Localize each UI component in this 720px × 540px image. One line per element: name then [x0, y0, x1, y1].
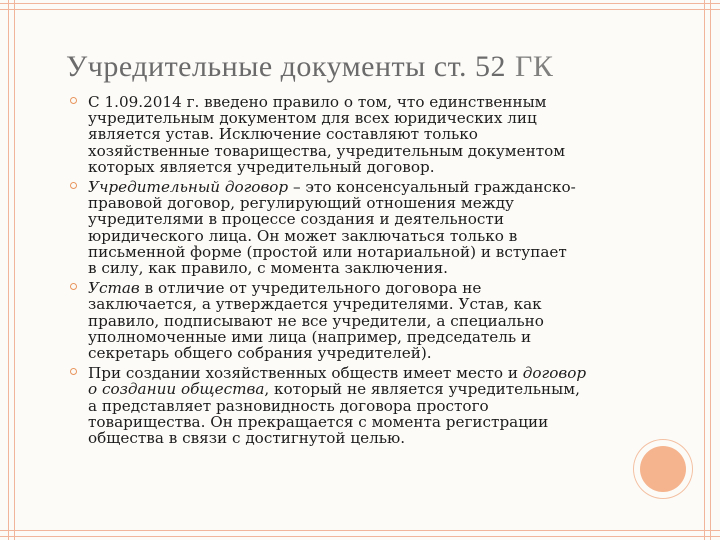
bullet-text: общества в связи с достигнутой целью. [88, 429, 406, 448]
bullet-line [88, 280, 650, 296]
bullet-marker-icon [70, 283, 77, 290]
bullet-item [70, 280, 650, 361]
bullet-text: уполномоченные ими лица (например, председатель и [88, 327, 532, 346]
bullet-text: секретарь общего собрания учредителей). [88, 344, 432, 363]
bullet-line [88, 296, 650, 312]
bullet-text: – это консенсуальный гражданско- [288, 178, 576, 197]
bullet-term: Устав [88, 279, 140, 298]
bullet-line [88, 398, 650, 414]
frame-line-left-inner [14, 0, 15, 540]
frame-line-right-inner [704, 0, 705, 540]
bullet-line [88, 260, 650, 276]
bullet-text: в силу, как правило, с момента заключения. [88, 259, 449, 278]
bullet-item [70, 179, 650, 276]
bullet-text: письменной форме (простой или нотариальной) и вступает [88, 242, 567, 261]
bullet-line [88, 126, 650, 142]
frame-line-bottom-inner [0, 530, 720, 531]
bullet-marker-icon [70, 97, 77, 104]
bullet-text: в отличие от учредительного договора не [139, 279, 482, 298]
bullet-line [88, 143, 650, 159]
bullet-line [88, 159, 650, 175]
bullet-text: хозяйственные товарищества, учредительным документом [88, 141, 566, 160]
bullet-line [88, 244, 650, 260]
bullet-text: заключается, а утверждается учредителями. Устав, как [88, 295, 542, 314]
slide-title-text: Учредительные документы ст. 52 [66, 50, 506, 83]
bullet-line [88, 94, 650, 110]
bullet-line [88, 211, 650, 227]
bullet-text: , который не является учредительным, [264, 380, 580, 399]
bullet-text: а представляет разновидность договора простого [88, 396, 489, 415]
bullet-text: правило, подписывают не все учредители, а специально [88, 311, 544, 330]
bullet-text: которых является учредительный договор. [88, 157, 435, 176]
bullet-item [70, 365, 650, 446]
bullet-line [88, 195, 650, 211]
slide [22, 10, 698, 530]
bullet-item [70, 94, 650, 175]
bullet-term: Учредительный договор [88, 178, 289, 197]
bullet-term: договор [522, 364, 587, 383]
bullet-line [88, 381, 650, 397]
bullet-marker-icon [70, 182, 77, 189]
bullet-line [88, 329, 650, 345]
slide-title [66, 50, 554, 84]
bullet-term: о создании общества [88, 380, 265, 399]
bullet-line [88, 110, 650, 126]
bullet-line [88, 414, 650, 430]
bullet-line [88, 179, 650, 195]
bullet-text: При создании хозяйственных обществ имеет место и [88, 364, 523, 383]
bullet-line [88, 313, 650, 329]
slide-title-overlap: ГК [514, 50, 554, 83]
decorative-circle [640, 446, 686, 492]
bullet-text: С 1.09.2014 г. введено правило о том, что единственным [88, 93, 547, 111]
bullet-line [88, 365, 650, 381]
bullet-marker-icon [70, 368, 77, 375]
frame-line-top-outer [0, 3, 720, 4]
bullet-list [70, 94, 650, 450]
bullet-text: товарищества. Он прекращается с момента регистрации [88, 412, 549, 431]
bullet-line [88, 228, 650, 244]
bullet-text: является устав. Исключение составляют только [88, 125, 478, 144]
bullet-line [88, 430, 650, 446]
bullet-text: учредительным документом для всех юридических лиц [88, 109, 537, 128]
bullet-text: учредителями в процессе создания и деятельности [88, 210, 504, 229]
bullet-text: правовой договор, регулирующий отношения между [88, 194, 514, 213]
frame-line-right-outer [710, 0, 711, 540]
bullet-text: юридического лица. Он может заключаться только в [88, 226, 518, 245]
bullet-line [88, 345, 650, 361]
frame-line-bottom-outer [0, 536, 720, 537]
frame-line-left-outer [8, 0, 9, 540]
